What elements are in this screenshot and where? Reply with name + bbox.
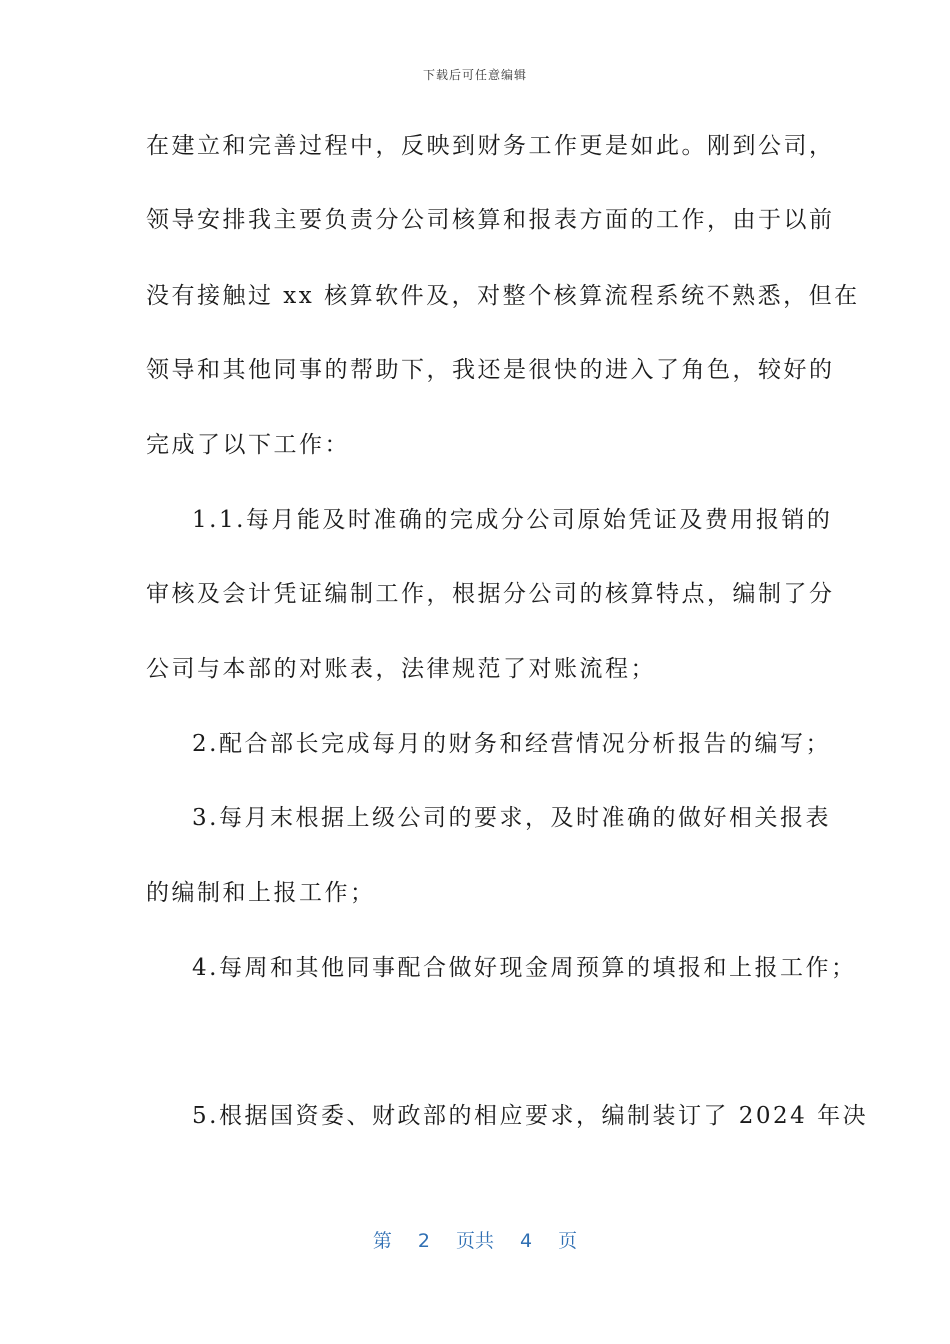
body-line: 没有接触过 xx 核算软件及，对整个核算流程系统不熟悉，但在 <box>146 283 860 309</box>
list-item-line: 5.根据国资委、财政部的相应要求，编制装订了 2024 年决 <box>192 1103 869 1129</box>
footer-middle: 页共 <box>455 1230 494 1252</box>
body-line: 完成了以下工作： <box>146 432 350 458</box>
footer-suffix: 页 <box>558 1230 578 1252</box>
list-item-line: 3.每月末根据上级公司的要求，及时准确的做好相关报表 <box>192 805 831 831</box>
footer-prefix: 第 <box>372 1230 392 1252</box>
body-line: 领导安排我主要负责分公司核算和报表方面的工作，由于以前 <box>146 207 835 233</box>
list-item-line: 2.配合部长完成每月的财务和经营情况分析报告的编写； <box>192 731 831 757</box>
body-line: 审核及会计凭证编制工作，根据分公司的核算特点，编制了分 <box>146 581 835 607</box>
page-footer <box>0 1226 950 1253</box>
body-line: 的编制和上报工作； <box>146 880 376 906</box>
footer-page-number: 2 <box>417 1230 430 1252</box>
body-line: 在建立和完善过程中，反映到财务工作更是如此。刚到公司， <box>146 133 835 159</box>
list-item-line: 4.每周和其他同事配合做好现金周预算的填报和上报工作； <box>192 955 857 981</box>
footer-total-pages: 4 <box>520 1230 533 1252</box>
body-line: 公司与本部的对账表，法律规范了对账流程； <box>146 656 656 682</box>
page-header: 下载后可任意编辑 <box>422 68 527 82</box>
body-line: 领导和其他同事的帮助下，我还是很快的进入了角色，较好的 <box>146 357 835 383</box>
list-item-line: 1.1.每月能及时准确的完成分公司原始凭证及费用报销的 <box>192 507 833 533</box>
